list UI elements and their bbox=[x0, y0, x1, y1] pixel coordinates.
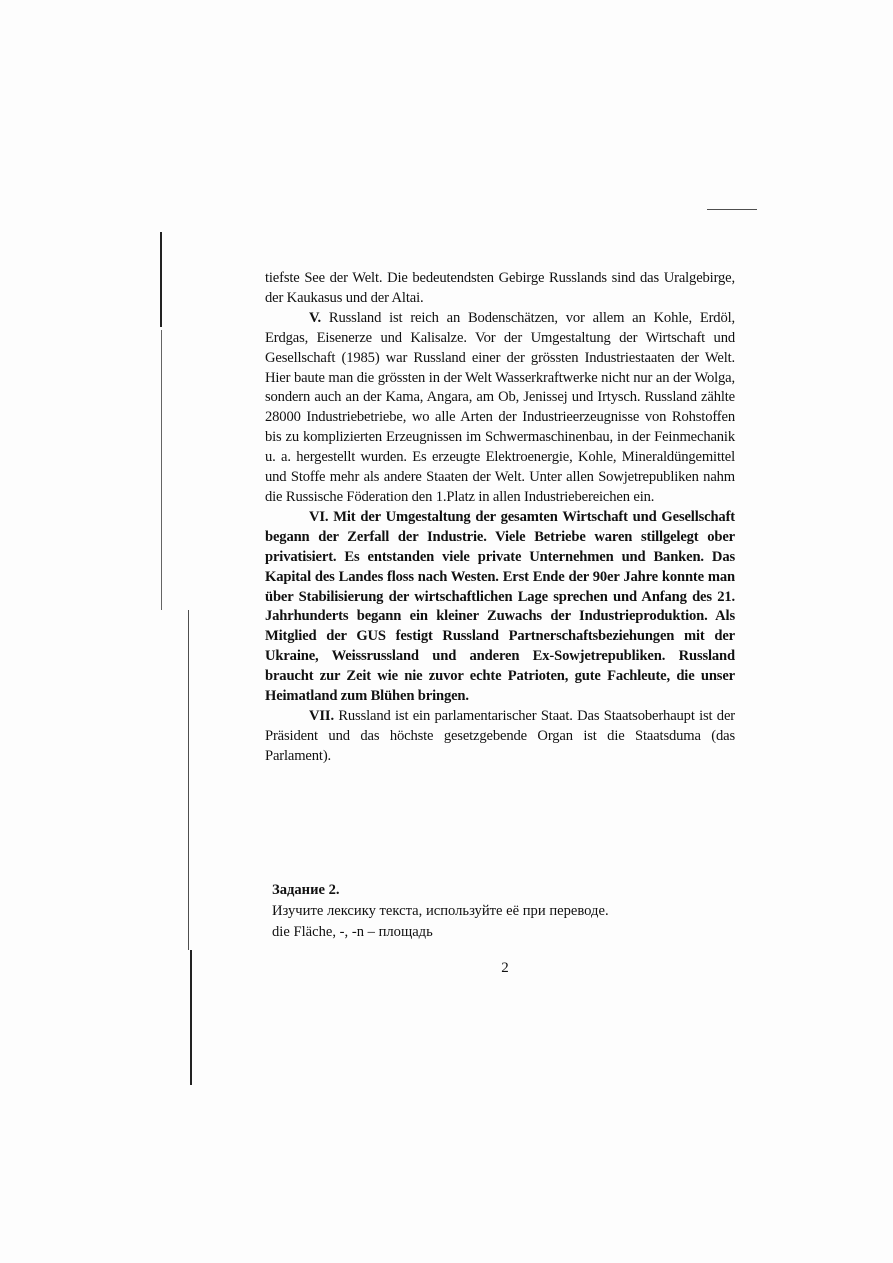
section-numeral: V. bbox=[309, 309, 322, 326]
paragraph-vi bbox=[265, 508, 735, 707]
page-number: 2 bbox=[501, 960, 509, 976]
task-instruction: Изучите лексику текста, используйте её при переводе. bbox=[272, 903, 609, 919]
scan-edge-line bbox=[188, 610, 189, 950]
task-title: Задание 2. bbox=[272, 882, 340, 898]
vocabulary-entry: die Fläche, -, -n – площадь bbox=[272, 924, 433, 940]
paragraph-text: Russland ist reich an Bodenschätzen, vor allem an Kohle, Erdöl, Erdgas, Eisenerze und Kalisalze. Vor der Umgestaltung der Wirtschaft und Gesellschaft (1985) war Russland einer der grössten Industriestaaten der Welt. Hier baute man die grössten in der Welt Wasserkraftwerke nicht nur an der Wolga, sondern auch an der Kama, Angara, am Ob, Jenissej und Irtysch. Russland zählte 28000 Industriebetriebe, wo alle Arten der Industrieerzeugnisse von Rohstoffen bis zu komplizierten Erzeugnissen im Schwermaschinenbau, in der Feinmechanik u. a. hergestellt wurden. Es erzeugte Elektroenergie, Kohle, Mineraldüngemittel und Stoffe mehr als andere Staaten der Welt. Unter allen Sowjetrepubliken nahm die Russische Föderation den 1.Platz in allen Industriebereichen ein. bbox=[265, 309, 735, 505]
paragraph-continuation bbox=[265, 269, 735, 309]
paragraph-text: tiefste See der Welt. Die bedeutendsten Gebirge Russlands sind das Uralgebirge, der Kaukasus und der Altai. bbox=[265, 270, 735, 306]
top-rule-mark bbox=[707, 209, 757, 210]
section-numeral: VII. bbox=[309, 707, 334, 724]
paragraph-v bbox=[265, 309, 735, 508]
paragraph-vii bbox=[265, 707, 735, 767]
scan-edge-line bbox=[160, 232, 162, 327]
section-numeral: VI. bbox=[309, 508, 329, 525]
paragraph-text: Mit der Umgestaltung der gesamten Wirtschaft und Gesellschaft begann der Zerfall der Industrie. Viele Betriebe waren stillgelegt ober privatisiert. Es entstanden viele private Unternehmen und Banken. Das Kapital des Landes floss nach Westen. Erst Ende der 90er Jahre konnte man über Stabilisierung der wirtschaftlichen Lage sprechen und Anfang des 21. Jahrhunderts begann ein kleiner Zuwachs der Industrieproduktion. Als Mitglied der GUS festigt Russland Partnerschaftsbeziehungen mit der Ukraine, Weissrussland und anderen Ex-Sowjetrepubliken. Russland braucht zur Zeit wie nie zuvor echte Patrioten, gute Fachleute, die unser Heimatland zum Blühen bringen. bbox=[265, 508, 735, 705]
scan-edge-line bbox=[161, 330, 162, 610]
task-section bbox=[272, 880, 732, 943]
scan-edge-line bbox=[190, 950, 192, 1085]
paragraph-text: Russland ist ein parlamentarischer Staat. Das Staatsoberhaupt ist der Präsident und das höchste gesetzgebende Organ ist die Staatsduma (das Parlament). bbox=[265, 707, 735, 764]
main-text bbox=[265, 269, 735, 767]
